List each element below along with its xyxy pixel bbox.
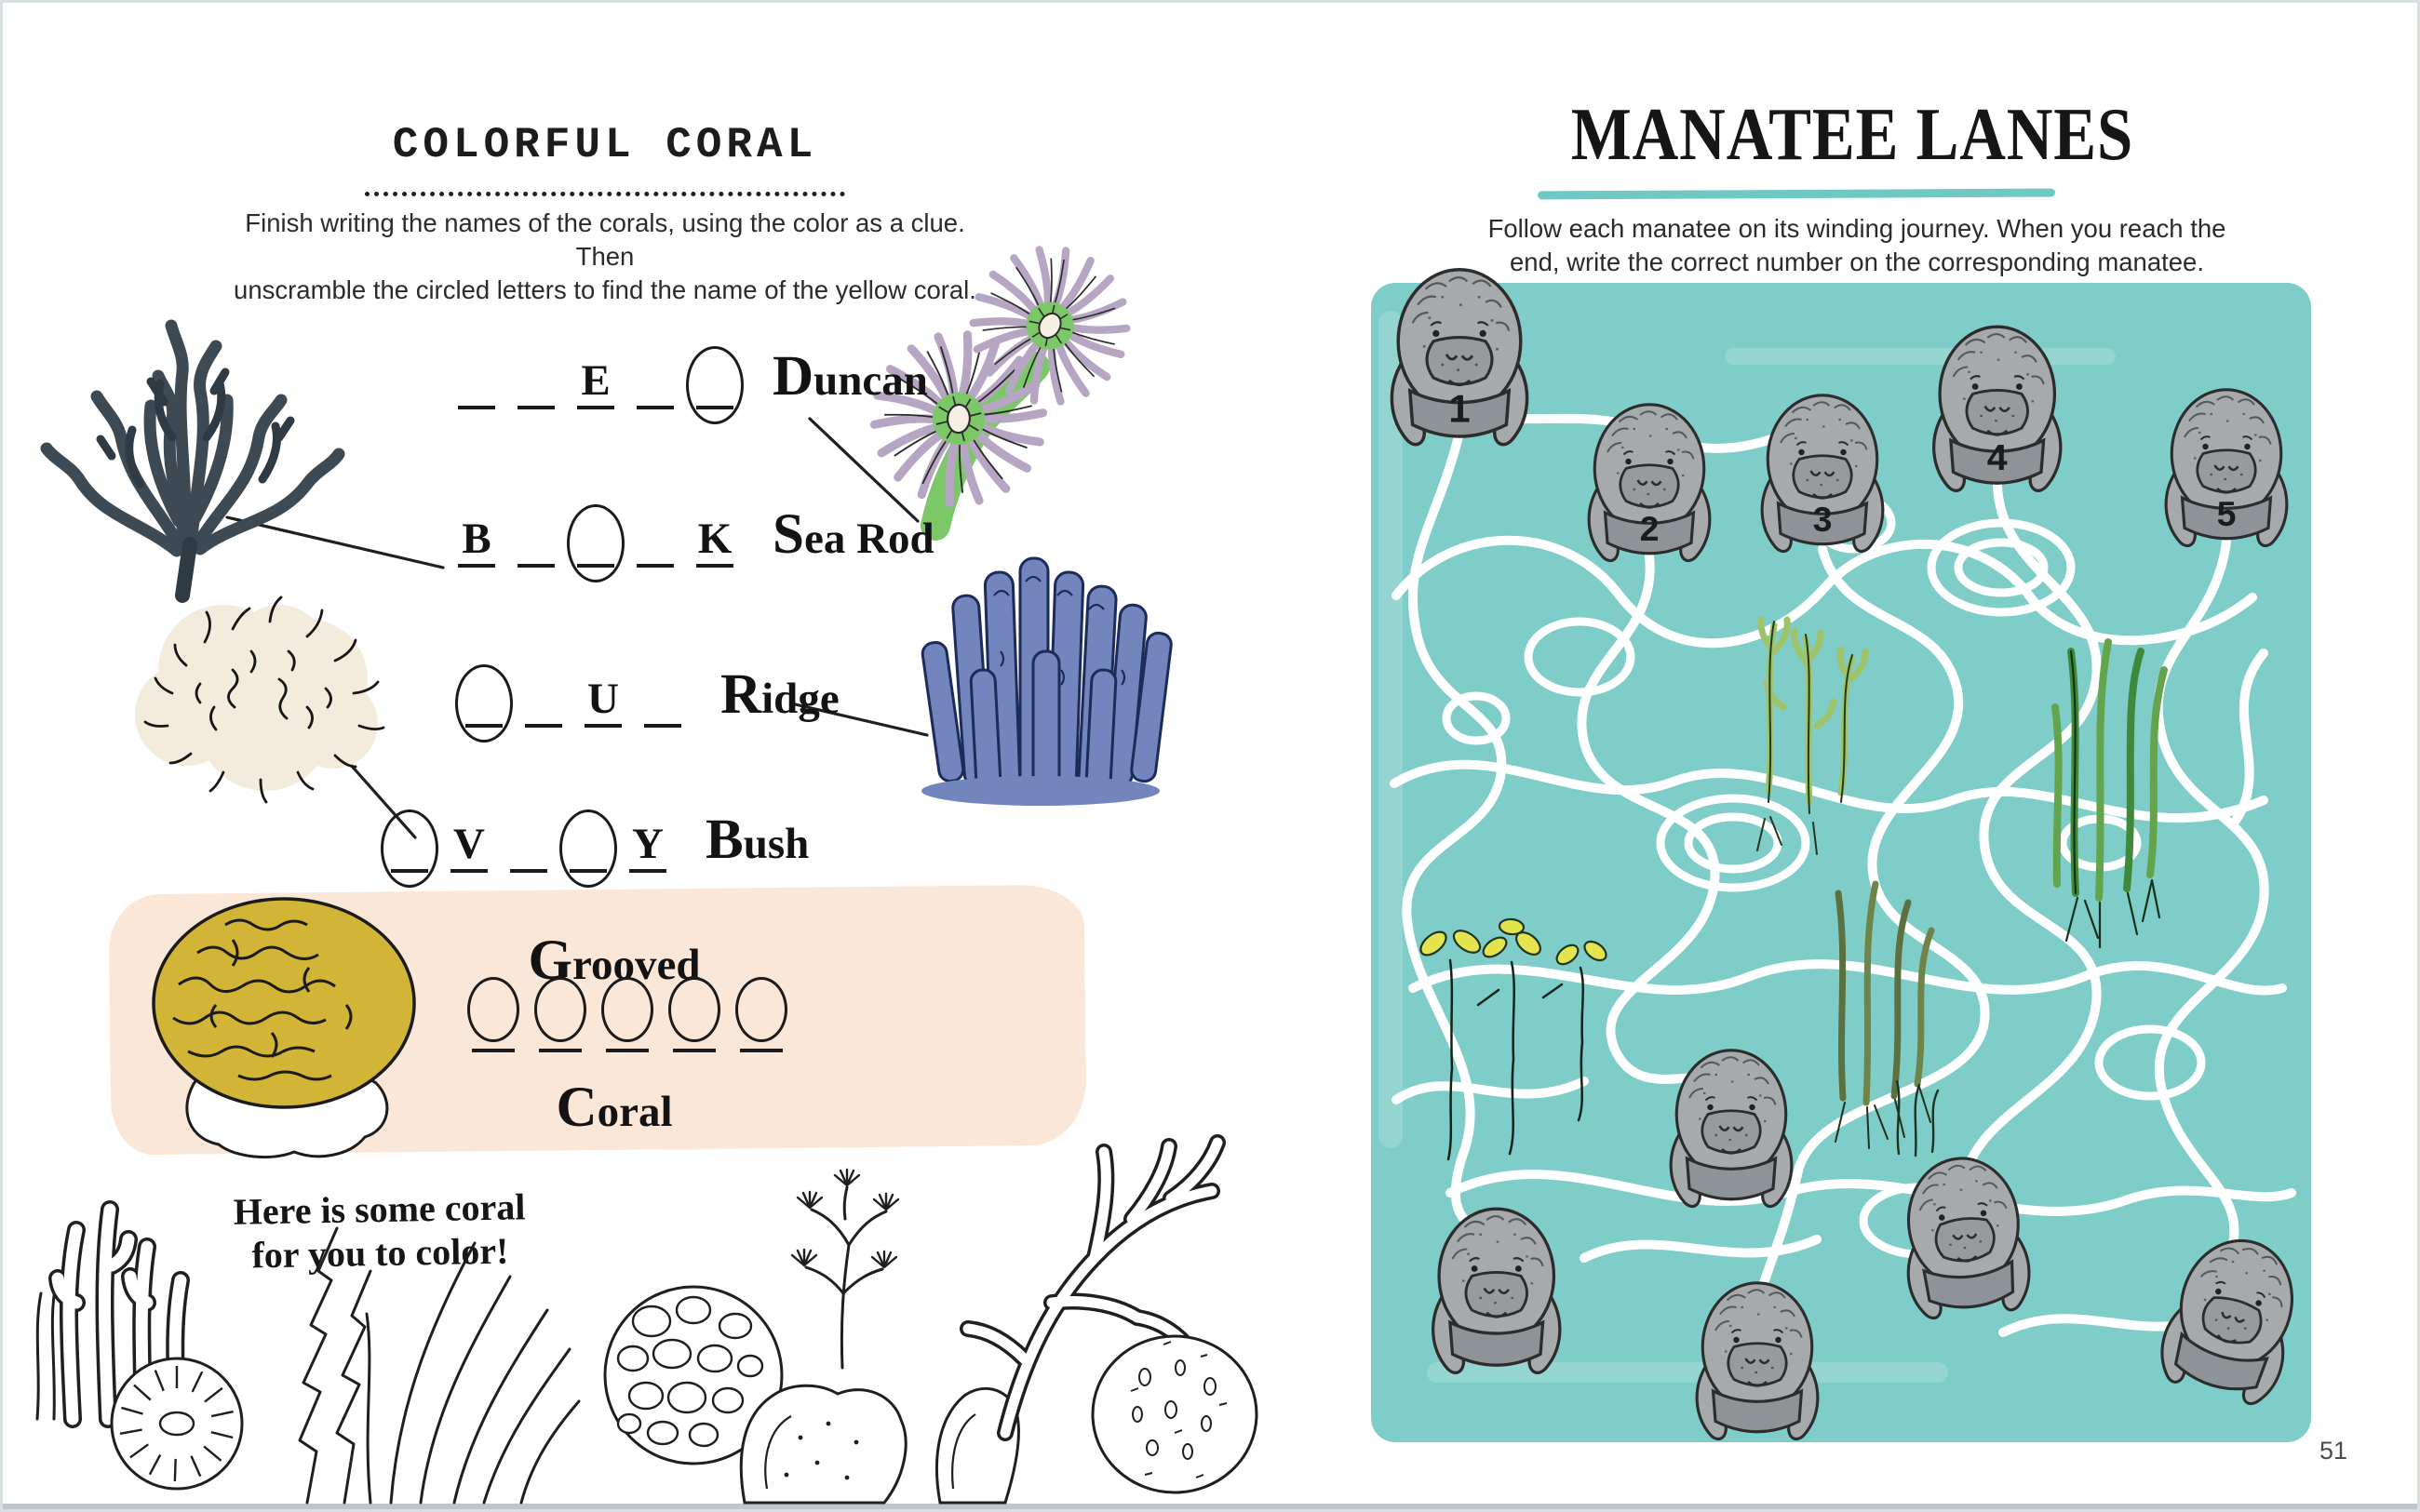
letter-slot: Y	[618, 787, 678, 880]
instruction-line: Finish writing the names of the corals, using the color as a clue. Then	[245, 208, 965, 271]
instruction-line: unscramble the circled letters to find the name of the yellow coral.	[234, 275, 976, 304]
grooved-word-bottom: Coral	[556, 1077, 673, 1139]
manatee-numbered	[2157, 381, 2296, 572]
page-number: 51	[2319, 1437, 2348, 1465]
left-page-title: COLORFUL CORAL	[392, 121, 818, 169]
svg-text:1: 1	[1448, 386, 1471, 431]
instruction-line: end, write the correct number on the corresponding manatee.	[1510, 248, 2204, 276]
svg-text:2: 2	[1639, 508, 1660, 548]
color-prompt-line: for you to color!	[251, 1229, 509, 1277]
color-prompt-line: Here is some coral	[233, 1185, 526, 1233]
manatee-numbered	[1753, 387, 1892, 578]
manatee-blank	[1687, 1275, 1827, 1465]
svg-text:3: 3	[1812, 499, 1833, 539]
instruction-line: Follow each manatee on its winding journey. When you reach the	[1487, 214, 2226, 243]
coral-name-label: Ridge	[720, 663, 840, 726]
svg-text:5: 5	[2216, 493, 2237, 533]
letter-slot: E	[566, 324, 625, 417]
grooved-word-top: Grooved	[528, 930, 701, 992]
manatee-blank	[1661, 1042, 1801, 1233]
manatee-numbered	[1381, 261, 1538, 475]
manatee-numbered	[1580, 396, 1719, 587]
right-page-instructions	[1466, 212, 2248, 279]
coral-name-label: Bush	[706, 809, 810, 871]
manatee-blank	[1423, 1200, 1570, 1400]
letter-slot: U	[573, 642, 633, 735]
coral-name-label: Duncan	[773, 345, 928, 408]
svg-text:4: 4	[1987, 437, 2008, 479]
letter-slot: V	[439, 787, 499, 880]
manatee-blank	[2137, 1215, 2324, 1437]
letter-slot: K	[685, 482, 745, 575]
letter-slot: B	[447, 482, 506, 575]
coral-name-label: Sea Rod	[773, 503, 934, 566]
manatee-numbered	[1924, 318, 2071, 518]
manatee-blank	[1887, 1143, 2046, 1347]
right-page-title: MANATEE LANES	[1570, 94, 2134, 176]
